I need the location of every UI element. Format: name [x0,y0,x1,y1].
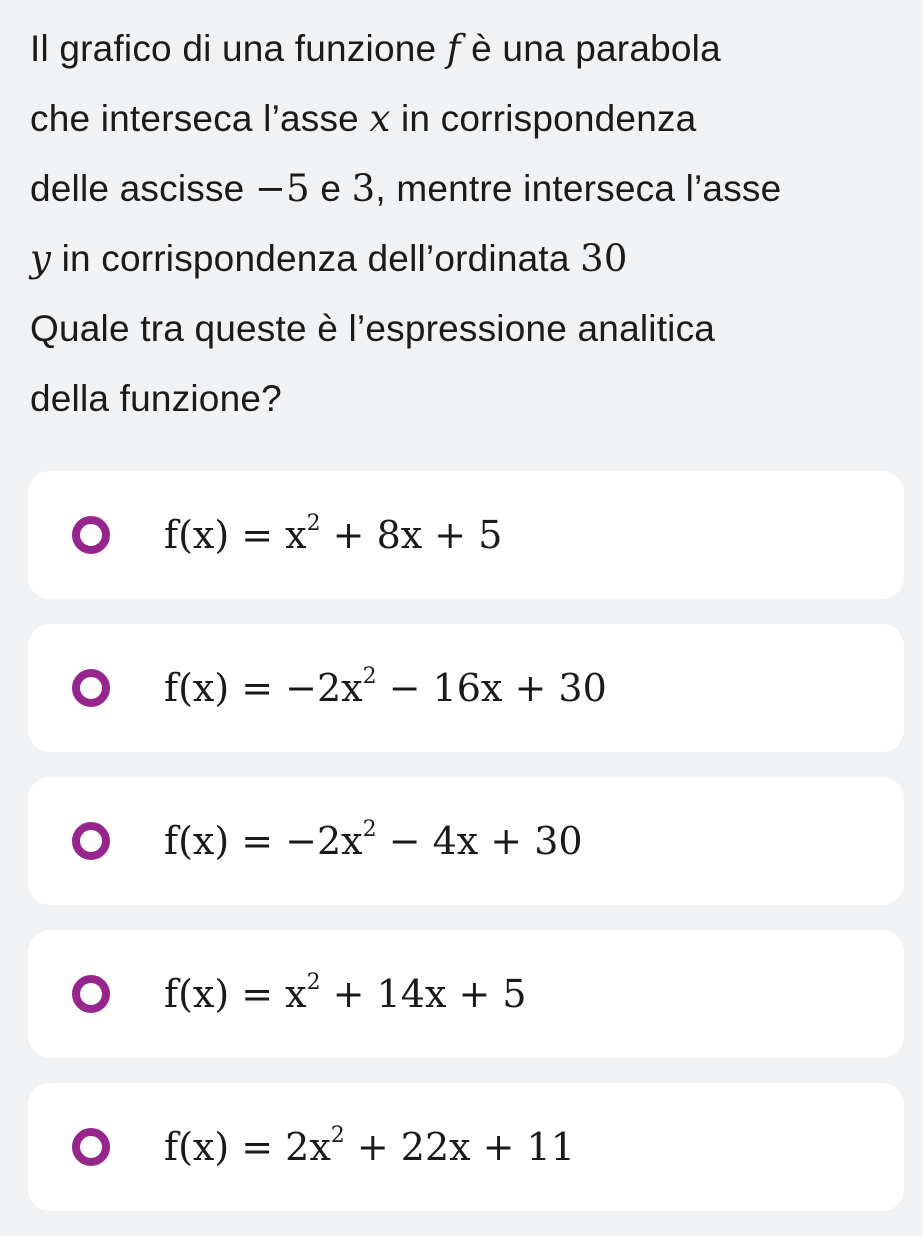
answer-formula: $f(x) = x^2 + 8x + 5$ [164,511,503,557]
answer-formula: $f(x) = 2x^2 + 22x + 11$ [164,1123,575,1169]
question-line-6: della funzione? [30,378,282,419]
question-line-4: y in corrispondenza dell’ordinata 30 [30,237,628,280]
question-line-2: che interseca l’asse x in corrispondenza [30,97,697,140]
answer-option-1[interactable] [28,471,904,599]
answer-formula: $f(x) = x^2 + 14x + 5$ [164,970,527,1016]
math-number: −5 [254,167,310,210]
answer-options [28,471,904,1236]
radio-button-icon[interactable] [72,975,110,1013]
question-text [30,14,910,434]
answer-option-2[interactable] [28,624,904,752]
answer-option-3[interactable] [28,777,904,905]
radio-button-icon[interactable] [72,1128,110,1166]
answer-option-5[interactable] [28,1083,904,1211]
answer-option-4[interactable] [28,930,904,1058]
radio-button-icon[interactable] [72,516,110,554]
radio-button-icon[interactable] [72,822,110,860]
question-line-5: Quale tra queste è l’espressione analitica [30,308,716,349]
question-line-3: delle ascisse −5 e 3, mentre interseca l’asse [30,167,782,210]
math-variable-x: x [369,97,391,140]
question-line-1: Il grafico di una funzione f è una parabola [30,27,721,70]
math-number: 30 [580,237,628,280]
answer-formula: $f(x) = -2x^2 - 4x + 30$ [164,817,583,863]
math-variable-y: y [30,237,52,280]
answer-formula: $f(x) = -2x^2 - 16x + 30$ [164,664,607,710]
math-number: 3 [351,167,376,210]
math-variable-f: f [446,27,461,70]
radio-button-icon[interactable] [72,669,110,707]
